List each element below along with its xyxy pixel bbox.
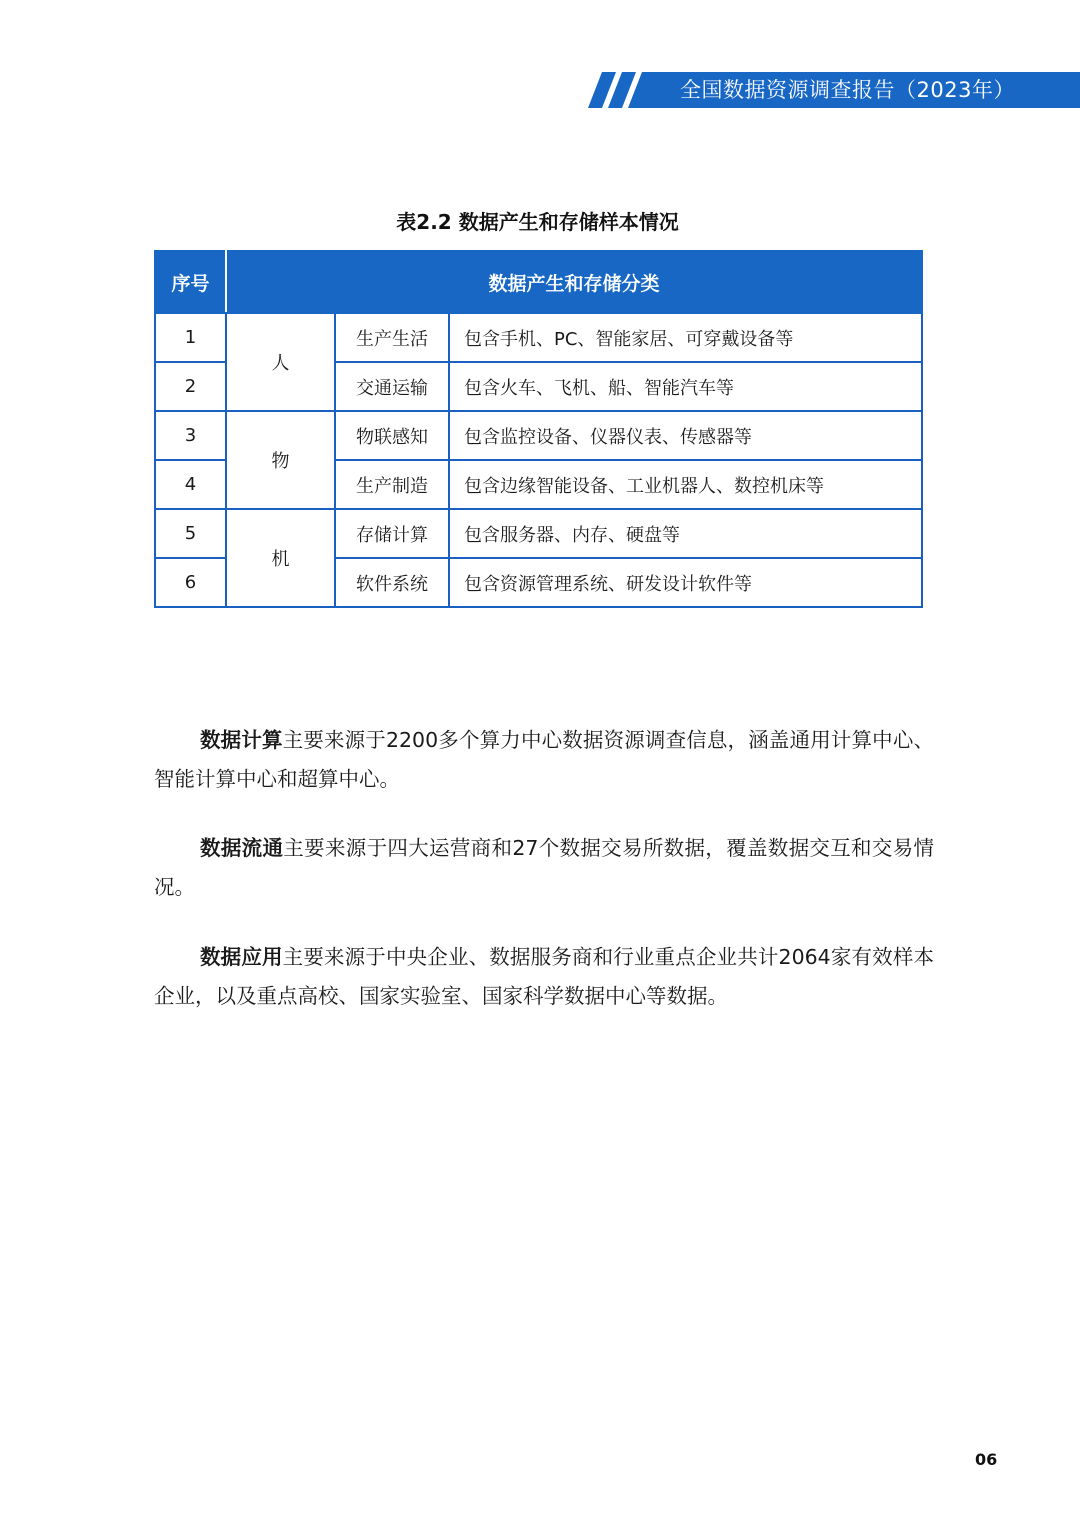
paragraph-data-computing (154, 721, 934, 799)
paragraph-lead: 数据应用 (200, 944, 283, 969)
page-number: 06 (975, 1450, 998, 1469)
description-cell: 包含手机、PC、智能家居、可穿戴设备等 (449, 313, 922, 362)
header-category: 数据产生和存储分类 (226, 251, 922, 313)
table-row (155, 411, 922, 460)
seq-cell: 6 (155, 558, 226, 607)
description-cell: 包含监控设备、仪器仪表、传感器等 (449, 411, 922, 460)
seq-cell: 5 (155, 509, 226, 558)
report-title: 全国数据资源调查报告（2023年） (680, 78, 1015, 102)
table-row (155, 509, 922, 558)
seq-cell: 2 (155, 362, 226, 411)
paragraph-lead: 数据计算 (200, 727, 283, 752)
sub-category-cell: 软件系统 (335, 558, 449, 607)
group-cell-person: 人 (226, 313, 335, 411)
seq-cell: 4 (155, 460, 226, 509)
sub-category-cell: 存储计算 (335, 509, 449, 558)
group-cell-thing: 物 (226, 411, 335, 509)
sub-category-cell: 物联感知 (335, 411, 449, 460)
table-row (155, 313, 922, 362)
group-cell-machine: 机 (226, 509, 335, 607)
header-band (588, 72, 1080, 108)
description-cell: 包含边缘智能设备、工业机器人、数控机床等 (449, 460, 922, 509)
description-cell: 包含资源管理系统、研发设计软件等 (449, 558, 922, 607)
sub-category-cell: 生产生活 (335, 313, 449, 362)
paragraph-data-application (154, 938, 934, 1016)
table-header-row (155, 251, 922, 313)
seq-cell: 1 (155, 313, 226, 362)
paragraph-lead: 数据流通 (200, 835, 284, 860)
header-seq: 序号 (155, 251, 226, 313)
description-cell: 包含服务器、内存、硬盘等 (449, 509, 922, 558)
paragraph-text: 主要来源于中央企业、数据服务商和行业重点企业共计2064家有效样本企业，以及重点高校、国家实验室、国家科学数据中心等数据。 (154, 944, 935, 1008)
paragraph-text: 主要来源于2200多个算力中心数据资源调查信息，涵盖通用计算中心、智能计算中心和超算中心。 (154, 727, 935, 791)
sub-category-cell: 交通运输 (335, 362, 449, 411)
description-cell: 包含火车、飞机、船、智能汽车等 (449, 362, 922, 411)
sample-table (154, 250, 923, 608)
paragraph-data-circulation (154, 829, 934, 907)
paragraph-text: 主要来源于四大运营商和27个数据交易所数据，覆盖数据交互和交易情况。 (154, 835, 935, 899)
table-caption: 表2.2 数据产生和存储样本情况 (396, 210, 679, 234)
seq-cell: 3 (155, 411, 226, 460)
sub-category-cell: 生产制造 (335, 460, 449, 509)
